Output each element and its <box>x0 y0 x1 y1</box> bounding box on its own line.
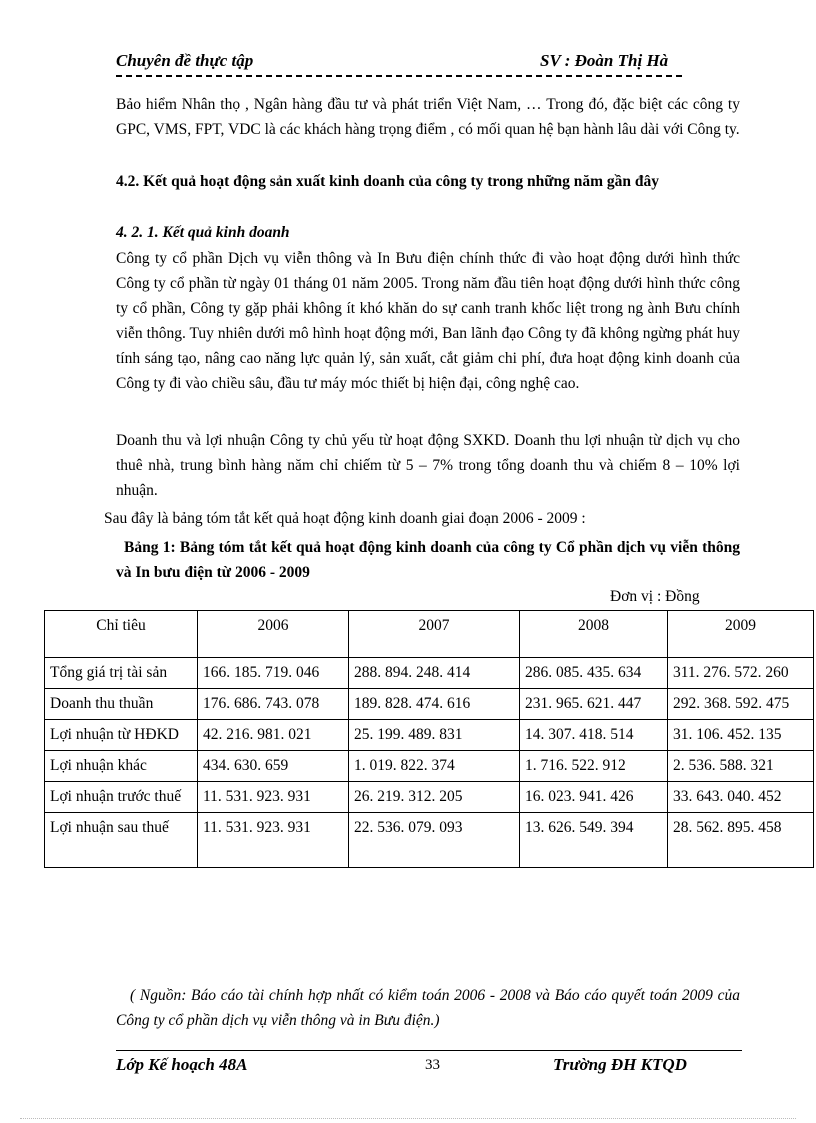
results-table <box>44 610 814 868</box>
header-course-title: Chuyên đề thực tập <box>116 51 254 70</box>
page-bottom-border <box>20 1118 796 1119</box>
table-row-label: Tổng giá trị tài sản <box>45 658 198 689</box>
subsection-heading: 4. 2. 1. Kết quả kinh doanh <box>116 224 290 241</box>
table-cell: 231. 965. 621. 447 <box>520 689 668 720</box>
table-header-cell: Chỉ tiêu <box>45 611 198 658</box>
table-cell: 42. 216. 981. 021 <box>198 720 349 751</box>
table-cell: 11. 531. 923. 931 <box>198 782 349 813</box>
unit-label: Đơn vị : Đồng <box>610 588 700 605</box>
table-cell: 28. 562. 895. 458 <box>668 813 814 868</box>
table-row <box>45 720 814 751</box>
table-row-label: Doanh thu thuần <box>45 689 198 720</box>
table-header-cell: 2009 <box>668 611 814 658</box>
table-header-cell: 2007 <box>349 611 520 658</box>
intro-paragraph: Bảo hiểm Nhân thọ , Ngân hàng đầu tư và phát triển Việt Nam, … Trong đó, đặc biệt các công ty GPC, VMS, FPT, VDC là các khách hàng trọng điểm , có mối quan hệ bạn hành lâu dài với Công ty. <box>116 96 740 138</box>
table-cell: 33. 643. 040. 452 <box>668 782 814 813</box>
section-heading: 4.2. Kết quả hoạt động sản xuất kinh doanh của công ty trong những năm gần đây <box>116 173 660 190</box>
table-cell: 311. 276. 572. 260 <box>668 658 814 689</box>
table-cell: 1. 716. 522. 912 <box>520 751 668 782</box>
table-cell: 16. 023. 941. 426 <box>520 782 668 813</box>
table-row <box>45 751 814 782</box>
table-caption: Bảng 1: Bảng tóm tắt kết quả hoạt động kinh doanh của công ty Cổ phần dịch vụ viễn thông và In bưu điện từ 2006 - 2009 <box>116 539 740 581</box>
table-cell: 26. 219. 312. 205 <box>349 782 520 813</box>
table-header-row <box>45 611 814 658</box>
table-cell: 434. 630. 659 <box>198 751 349 782</box>
table-row <box>45 813 814 868</box>
table-row <box>45 782 814 813</box>
source-note: ( Nguồn: Báo cáo tài chính hợp nhất có kiểm toán 2006 - 2008 và Báo cáo quyết toán 2009 của Công ty cổ phần dịch vụ viễn thông và in Bưu điện.) <box>116 987 740 1029</box>
table-cell: 176. 686. 743. 078 <box>198 689 349 720</box>
table-cell: 166. 185. 719. 046 <box>198 658 349 689</box>
footer-university: Trường ĐH KTQD <box>553 1055 687 1074</box>
footer-divider <box>116 1050 742 1051</box>
table-cell: 11. 531. 923. 931 <box>198 813 349 868</box>
table-row-label: Lợi nhuận sau thuế <box>45 813 198 868</box>
page-number: 33 <box>425 1057 440 1073</box>
table-cell: 14. 307. 418. 514 <box>520 720 668 751</box>
table-row <box>45 658 814 689</box>
table-cell: 22. 536. 079. 093 <box>349 813 520 868</box>
table-cell: 31. 106. 452. 135 <box>668 720 814 751</box>
table-row-label: Lợi nhuận khác <box>45 751 198 782</box>
paragraph-table-intro: Sau đây là bảng tóm tắt kết quả hoạt động kinh doanh giai đoạn 2006 - 2009 : <box>104 510 586 527</box>
header-divider <box>116 75 682 77</box>
table-row-label: Lợi nhuận từ HĐKD <box>45 720 198 751</box>
header-student-name: SV : Đoàn Thị Hà <box>540 51 669 70</box>
table-header-cell: 2006 <box>198 611 349 658</box>
table-cell: 25. 199. 489. 831 <box>349 720 520 751</box>
table-cell: 2. 536. 588. 321 <box>668 751 814 782</box>
table-row <box>45 689 814 720</box>
table-cell: 13. 626. 549. 394 <box>520 813 668 868</box>
table-cell: 286. 085. 435. 634 <box>520 658 668 689</box>
paragraph-revenue-profit: Doanh thu và lợi nhuận Công ty chủ yếu từ hoạt động SXKD. Doanh thu lợi nhuận từ dịch vụ cho thuê nhà, trung bình hàng năm chỉ chiếm từ 5 – 7% trong tổng doanh thu và chiếm 8 – 10% lợi nhuận. <box>116 432 740 499</box>
paragraph-company-history: Công ty cổ phần Dịch vụ viễn thông và In Bưu điện chính thức đi vào hoạt động dưới hình thức Công ty cổ phần từ ngày 01 tháng 01 năm 2005. Trong năm đầu tiên hoạt động dưới hình thức công ty cổ phần, Công ty gặp phải không ít khó khăn do sự canh tranh khốc liệt trong ng ành Bưu chính viễn thông. Tuy nhiên dưới mô hình hoạt động mới, Ban lãnh đạo Công ty đã không ngừng phát huy tính sáng tạo, nâng cao năng lực quản lý, sản xuất, cắt giảm chi phí, đưa hoạt động kinh doanh của Công ty đi vào chiều sâu, đầu tư máy móc thiết bị hiện đại, công nghệ cao. <box>116 250 740 392</box>
table-row-label: Lợi nhuận trước thuế <box>45 782 198 813</box>
footer-class-name: Lớp Kế hoạch 48A <box>116 1055 248 1074</box>
table-cell: 288. 894. 248. 414 <box>349 658 520 689</box>
table-cell: 1. 019. 822. 374 <box>349 751 520 782</box>
table-cell: 189. 828. 474. 616 <box>349 689 520 720</box>
table-cell: 292. 368. 592. 475 <box>668 689 814 720</box>
table-header-cell: 2008 <box>520 611 668 658</box>
